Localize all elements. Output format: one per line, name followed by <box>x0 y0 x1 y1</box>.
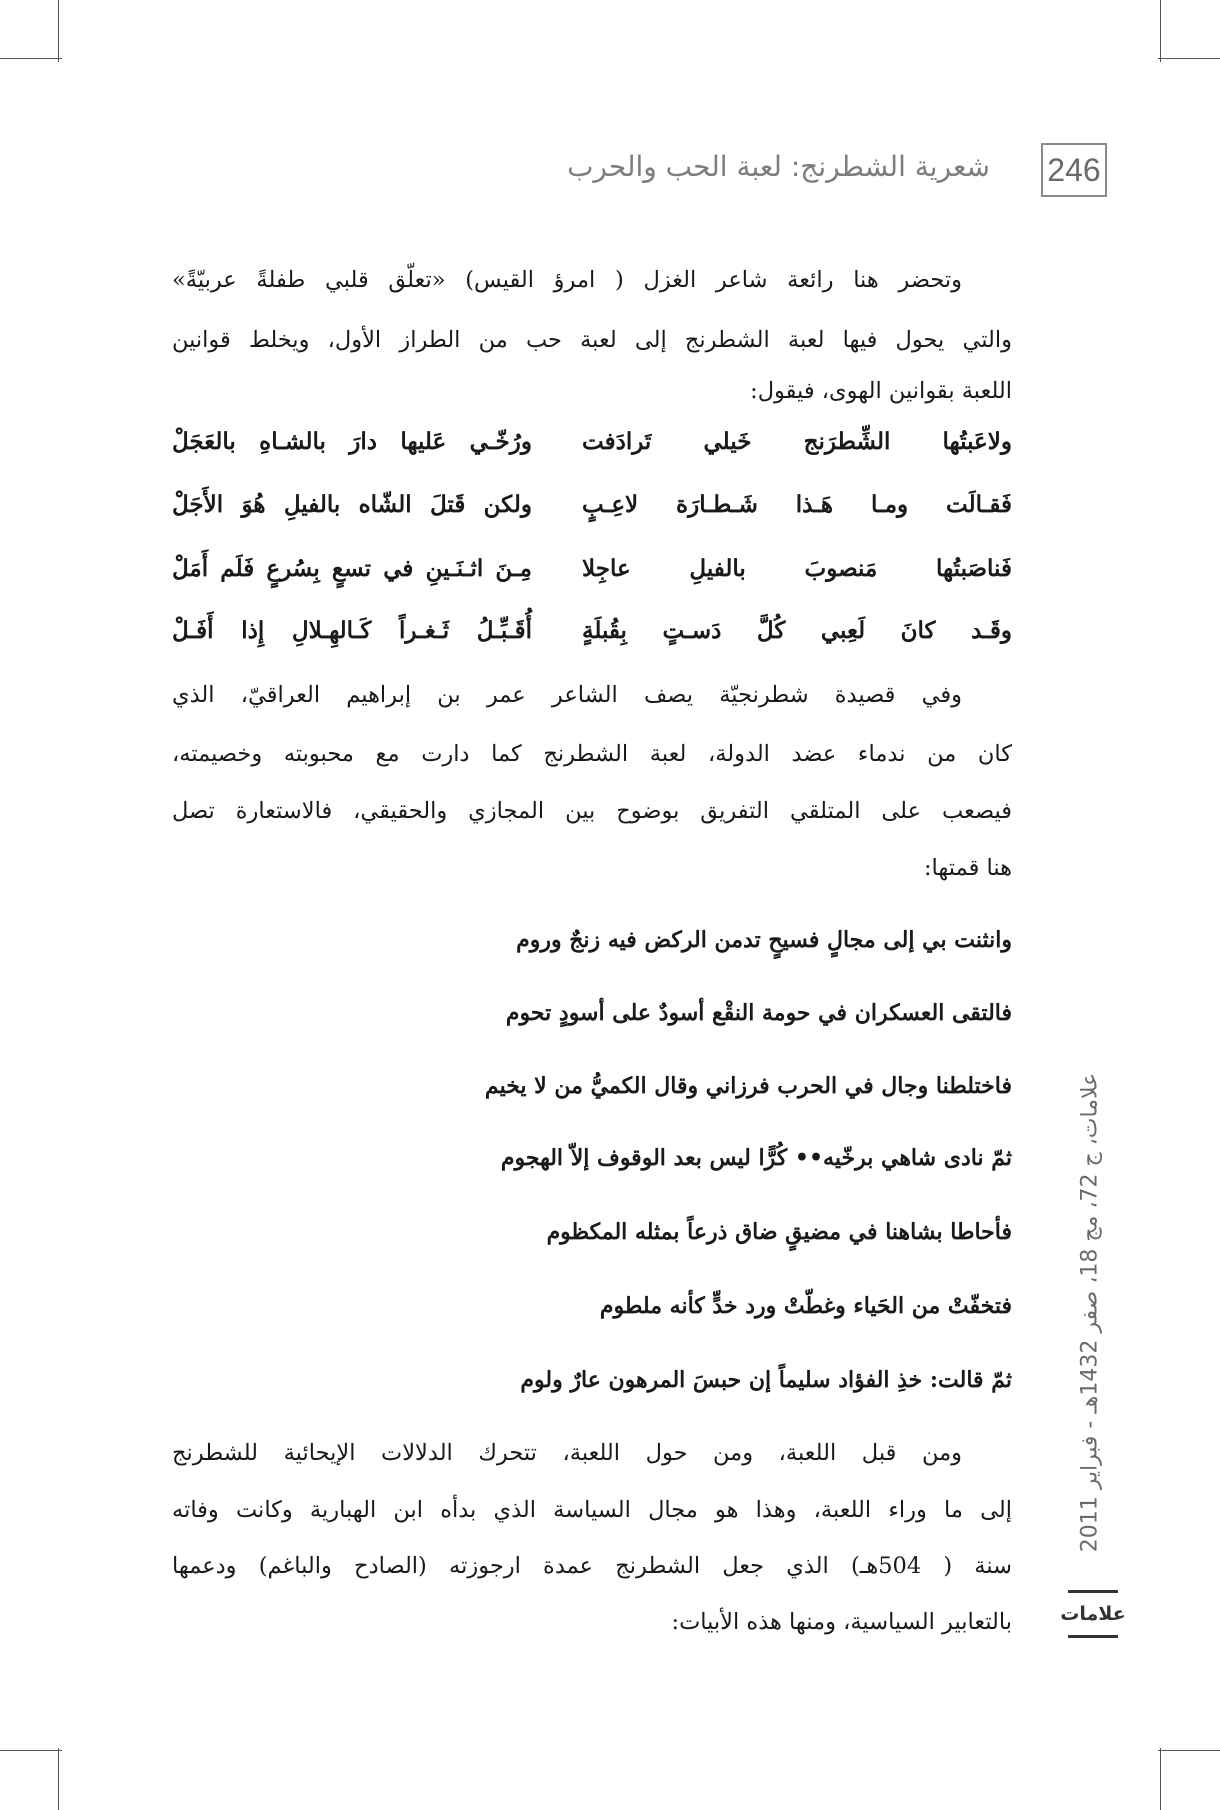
journal-info-text: علامات، ج 72، مج 18، صفر 1432هـ - فبراير 2011 <box>1077 1072 1103 1552</box>
page-number: 246 <box>1041 143 1107 197</box>
crop-mark <box>58 0 59 62</box>
poem-line: فأحاطا بشاهنا في مضيقٍ ضاق ذرعاً بمثله المكظوم <box>546 1219 1012 1245</box>
paragraph-line: والتي يحول فيها لعبة الشطرنج إلى لعبة حب من الطراز الأول، ويخلط قوانين <box>172 327 1012 353</box>
couplet-second-hemistich: مِـنَ اثـنَـينِ في تسعٍ بِسُرعٍ فَلَم أَمَلْ <box>172 555 532 582</box>
poem-line: فتخفّتْ من الحَياء وغطّتْ ورد خدٍّ كأنه ملطوم <box>599 1293 1012 1319</box>
crop-mark <box>1160 1748 1161 1810</box>
couplet-first-hemistich: فَقـالَت ومـا هَـذا شَـطـارَة لاعِـبٍ <box>582 491 1012 518</box>
running-title: شعرية الشطرنج: لعبة الحب والحرب <box>567 150 990 183</box>
paragraph-line: هنا قمتها: <box>923 855 1012 881</box>
poem-line: فاختلطنا وجال في الحرب فرزاني وقال الكميُّ من لا يخيم <box>484 1073 1012 1099</box>
crop-mark <box>1158 1750 1220 1751</box>
paragraph-line: وفي قصيدة شطرنجيّة يصف الشاعر عمر بن إبراهيم العراقيّ، الذي <box>172 682 962 708</box>
couplet-second-hemistich: ورُخّـي عَليها دارَ بالشـاهِ بالعَجَلْ <box>172 428 532 455</box>
couplet-second-hemistich: ولكن قَتلَ الشّاه بالفيلِ هُوَ الأَجَلْ <box>172 491 532 518</box>
paragraph-line: وتحضر هنا رائعة شاعر الغزل ( امرؤ القيس) «تعلّق قلبي طفلةً عربيّةً» <box>172 267 962 293</box>
paragraph-line: بالتعابير السياسية، ومنها هذه الأبيات: <box>671 1609 1012 1635</box>
poem-line: فالتقى العسكران في حومة النقْع أسودٌ على أسودٍ تحوم <box>505 1000 1012 1026</box>
couplet-first-hemistich: فَناصَبتُها مَنصوبَ بالفيلِ عاجِلا <box>582 555 1012 582</box>
journal-logo: علامات <box>1068 1590 1118 1638</box>
poem-line: ثمّ قالت: خذِ الفؤاد سليماً إن حبسَ المرهون عارٌ ولوم <box>520 1367 1012 1393</box>
paragraph-line: كان من ندماء عضد الدولة، لعبة الشطرنج كما دارت مع محبوبته وخصيمته، <box>172 741 1012 767</box>
poem-line: وانثنت بي إلى مجالٍ فسيحٍ تدمن الركض فيه زنجٌ وروم <box>516 927 1012 953</box>
paragraph-line: اللعبة بقوانين الهوى، فيقول: <box>750 378 1012 404</box>
couplet-first-hemistich: وقَـد كانَ لَعِبي كُلَّ دَسـتٍ بِقُبلَةٍ <box>582 617 1012 644</box>
journal-info <box>1070 1047 1110 1577</box>
crop-mark <box>58 1748 59 1810</box>
couplet-first-hemistich: ولاعَبتُها الشِّطرَنج خَيلي تَرادَفت <box>582 428 1012 455</box>
crop-mark <box>0 58 62 59</box>
poem-line: ثمّ نادى شاهي برخّيه•• كُرًّا ليس بعد الوقوف إلاّ الهجوم <box>500 1145 1012 1171</box>
crop-mark <box>0 1750 62 1751</box>
crop-mark <box>1158 58 1220 59</box>
paragraph-line: سنة ( 504هـ) الذي جعل الشطرنج عمدة ارجوزته (الصادح والباغم) ودعمها <box>172 1553 1012 1579</box>
paragraph-line: ومن قبل اللعبة، ومن حول اللعبة، تتحرك الدلالات الإيحائية للشطرنج <box>172 1440 962 1466</box>
paragraph-line: إلى ما وراء اللعبة، وهذا هو مجال السياسة الذي بدأه ابن الهبارية وكانت وفاته <box>172 1497 1012 1523</box>
crop-mark <box>1160 0 1161 62</box>
paragraph-line: فيصعب على المتلقي التفريق بوضوح بين المجازي والحقيقي، فالاستعارة تصل <box>172 798 1012 824</box>
couplet-second-hemistich: أُقَـبِّـلُ ثَـغـراً كَـالهِـلالِ إِذا أَفَـلْ <box>172 617 532 644</box>
